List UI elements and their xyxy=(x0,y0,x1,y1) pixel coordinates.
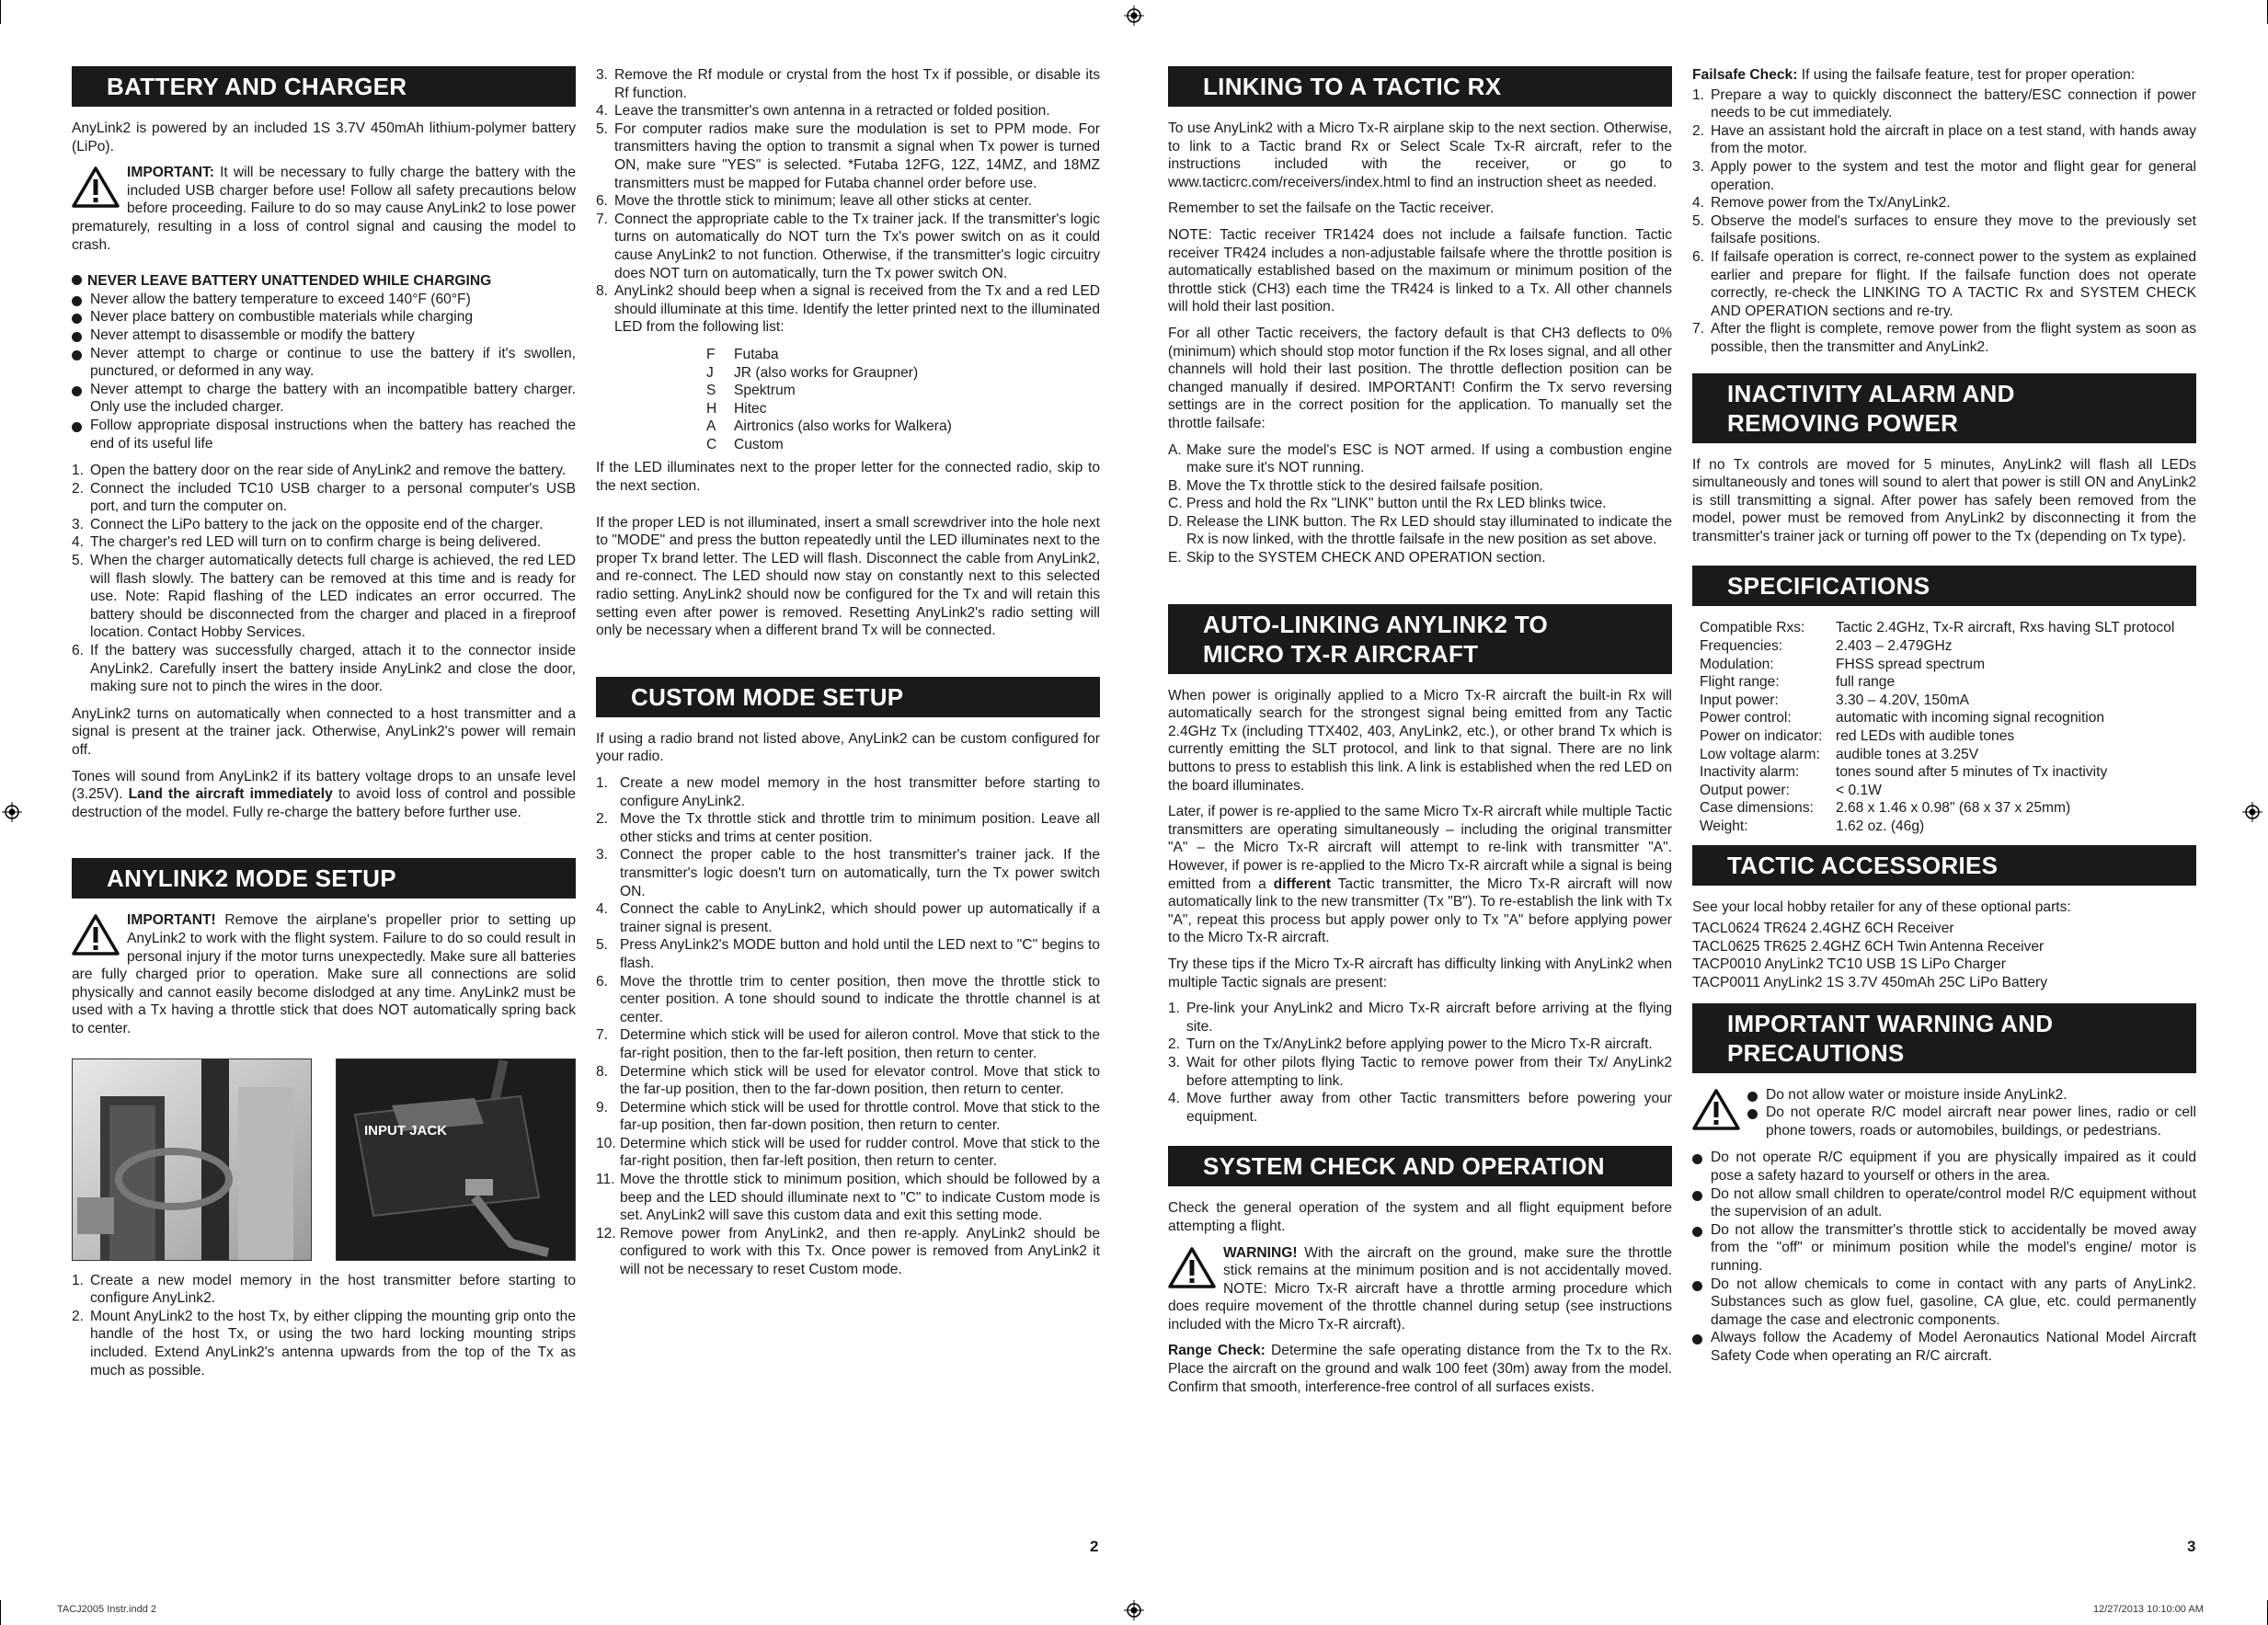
section-header-mode-setup: ANYLINK2 MODE SETUP xyxy=(72,858,576,898)
never-leave-text: NEVER LEAVE BATTERY UNATTENDED WHILE CHARGING xyxy=(87,273,492,290)
list-item: E. Skip to the SYSTEM CHECK AND OPERATION section. xyxy=(1168,550,1546,566)
turns-on-text: AnyLink2 turns on automatically when connected to a host transmitter and a signal is present at the trainer jack. Otherwise, AnyLink2's power will remain off. xyxy=(72,705,576,758)
system-check-intro: Check the general operation of the system and all flight equipment before attempting a flight. xyxy=(1168,1200,1672,1234)
led-not-text: If the proper LED is not illuminated, insert a small screwdriver into the hole next to "MODE" and press the button repeatedly until the LED illuminates next to the proper Tx brand letter. The LED will flash. Disconnect the cable from AnyLink2, and re-connect. The LED should now stay on constantly next to this selected radio setting. AnyLink2 should now be configured for the Tx and will retain this setting even after power is removed. Resetting AnyLink2's radio setting will only be necessary when a different brand Tx will be connected. xyxy=(596,514,1100,639)
charging-steps xyxy=(72,462,576,696)
list-item: 10. Determine which stick will be used for rudder control. Move that stick to the far-right position, then far-left position, then return to center. xyxy=(596,1135,1100,1170)
spec-key: Output power: xyxy=(1700,782,1790,798)
spec-value: audible tones at 3.25V xyxy=(1836,746,1979,762)
list-item: 3. Wait for other pilots flying Tactic to remove power from their Tx/ AnyLink2 before attempting to link. xyxy=(1168,1054,1672,1089)
link-paragraph: To use AnyLink2 with a Micro Tx-R airplane skip to the next section. Otherwise, to link to a Tactic brand Rx or Select Scale Tx-R aircraft, refer to the instructions included with the receiver, or go to www.tacticrc.com/receivers/index.html to find an instruction sheet as needed. xyxy=(1168,120,1672,190)
precautions-list-top xyxy=(1747,1086,2196,1140)
spec-key: Weight: xyxy=(1700,818,1748,834)
accessories-list xyxy=(1692,920,2196,991)
precautions-list xyxy=(1692,1149,2196,1365)
spec-key: Compatible Rxs: xyxy=(1700,620,1805,636)
mounting-photo xyxy=(72,1059,312,1261)
list-item: Never allow the battery temperature to exceed 140°F (60°F) xyxy=(72,291,576,309)
list-item: 8. Determine which stick will be used for elevator control. Move that stick to the far-up position, then to the far-down position, then return to center. xyxy=(596,1063,1100,1098)
brand-code-row: H Hitec xyxy=(706,400,767,417)
list-item: Never attempt to disassemble or modify the battery xyxy=(72,326,576,345)
list-item: 1. Pre-link your AnyLink2 and Micro Tx-R aircraft before arriving at the flying site. xyxy=(1168,1001,1672,1035)
tones-text: Tones will sound from AnyLink2 if its battery voltage drops to an unsafe level (3.25V). Land the aircraft immediately to avoid loss of control and possible destruction of the model. Fully re-charge the battery before further use. xyxy=(72,768,576,820)
list-item: 3. Apply power to the system and test the motor and flight gear for general operation. xyxy=(1692,158,2196,193)
list-item: Never attempt to charge the battery with an incompatible battery charger. Only use the included charger. xyxy=(72,381,576,417)
spec-key: Case dimensions: xyxy=(1700,800,1814,817)
precautions-block xyxy=(1692,1086,2196,1140)
list-item: Do not operate R/C equipment if you are physically impaired as it could pose a safety hazard to yourself or others in the area. xyxy=(1692,1149,2196,1184)
registration-mark-icon xyxy=(1124,6,1144,26)
list-item: 6. If the battery was successfully charged, attach it to the connector inside AnyLink2. Carefully insert the battery inside AnyLink2 and close the door, making sure not to pinch the wires in the door. xyxy=(72,643,576,695)
spec-value: 2.403 – 2.479GHz xyxy=(1836,638,1953,655)
failsafe-check-steps xyxy=(1692,86,2196,357)
header-line: REMOVING POWER xyxy=(1727,408,1959,437)
list-item: B. Move the Tx throttle stick to the desired failsafe position. xyxy=(1168,477,1544,494)
list-item: 1. Prepare a way to quickly disconnect the battery/ESC connection if power needs to be cut immediately. xyxy=(1692,86,2196,121)
list-item: Never place battery on combustible materials while charging xyxy=(72,308,576,326)
spec-key: Modulation: xyxy=(1700,656,1774,672)
footer-timestamp: 12/27/2013 10:10:00 AM xyxy=(2093,1604,2204,1615)
page-number-left: 2 xyxy=(1090,1538,1099,1555)
list-item: TACP0010 AnyLink2 TC10 USB 1S LiPo Charger xyxy=(1692,956,2006,973)
header-line: MICRO TX-R AIRCRAFT xyxy=(1203,639,1479,668)
section-header-system-check: SYSTEM CHECK AND OPERATION xyxy=(1168,1146,1672,1186)
registration-mark-icon xyxy=(1124,1600,1144,1620)
header-line: AUTO-LINKING ANYLINK2 TO xyxy=(1203,610,1549,638)
column-3 xyxy=(1168,66,1672,1404)
header-line: IMPORTANT WARNING AND xyxy=(1727,1009,2054,1037)
list-item: 2. Have an assistant hold the aircraft in place on a test stand, with hands away from the motor. xyxy=(1692,122,2196,157)
failsafe-steps xyxy=(1168,441,1672,567)
link-paragraph: NOTE: Tactic receiver TR1424 does not include a failsafe function. Tactic receiver TR424 includes a non-adjustable failsafe where the throttle position is automatically established based on the maximum or minimum position of the throttle stick (CH3) each time the TR424 is linked to a Tx. All other channels will hold their last position. xyxy=(1168,226,1672,315)
list-item: 6. Move the throttle stick to minimum; leave all other sticks at center. xyxy=(596,193,1033,210)
list-item: 7. After the flight is complete, remove power from the flight system as soon as possible, then the transmitter and AnyLink2. xyxy=(1692,321,2196,355)
auto-paragraph: Try these tips if the Micro Tx-R aircraft has difficulty linking with AnyLink2 when multiple Tactic signals are present: xyxy=(1168,956,1672,990)
warning-triangle-icon xyxy=(72,913,120,956)
crop-mark xyxy=(0,0,1,24)
spec-value: full range xyxy=(1836,674,1896,691)
list-item: TACL0625 TR625 2.4GHZ 6CH Twin Antenna Receiver xyxy=(1692,938,2045,955)
spec-value: 2.68 x 1.46 x 0.98" (68 x 37 x 25mm) xyxy=(1836,800,2071,817)
column-2 xyxy=(596,66,1100,1288)
accessories-intro: See your local hobby retailer for any of these optional parts: xyxy=(1692,898,2071,915)
spec-key: Flight range: xyxy=(1700,674,1780,691)
column-1 xyxy=(72,66,576,1389)
important-text: Remove the airplane's propeller prior to setting up AnyLink2 to work with the flight system. Failure to do so could result in personal injury if the motor turns unexpectedly. Make sure all batteries are fully charged prior to operation. Make sure all connections are solid physically and cannot easily become dislodged at any time. AnyLink2 must be used with a Tx having a throttle stick that does NOT automatically spring back to center. xyxy=(72,912,576,1036)
list-item: 3. Connect the proper cable to the host transmitter's trainer jack. If the transmitter's logic doesn't turn on automatically, turn the Tx power switch ON. xyxy=(596,847,1100,899)
spec-key: Inactivity alarm: xyxy=(1700,764,1800,781)
brand-code-row: C Custom xyxy=(706,436,784,452)
spec-value: red LEDs with audible tones xyxy=(1836,728,2015,745)
list-item: 5. For computer radios make sure the modulation is set to PPM mode. For transmitters having the option to transmit a signal when Tx power is turned ON, make sure "YES" is selected. *Futaba 12FG, 12Z, 14MZ, and 18MZ transmitters must be mapped for Futaba channel order before use. xyxy=(596,120,1100,191)
range-check: Range Check: Determine the safe operating distance from the Tx to the Rx. Place the aircraft on the ground and walk 100 feet (30m) away from the model. Confirm that smooth, interference-free control of all surfaces exists. xyxy=(1168,1343,1672,1395)
list-item: Do not allow small children to operate/control model R/C equipment without the supervision of an adult. xyxy=(1692,1185,2196,1221)
warning-triangle-icon xyxy=(1168,1246,1216,1288)
list-item: Follow appropriate disposal instructions when the battery has reached the end of its useful life xyxy=(72,417,576,452)
input-jack-label: INPUT JACK xyxy=(364,1122,448,1139)
list-item: 7. Determine which stick will be used for aileron control. Move that stick to the far-right position, then to the far-left position, then return to center. xyxy=(596,1027,1100,1061)
never-leave-heading xyxy=(72,272,576,291)
important-label: IMPORTANT! xyxy=(127,912,216,929)
list-item: 2. Move the Tx throttle stick and throttle trim to minimum position. Leave all other sticks and trims at center position. xyxy=(596,811,1100,845)
list-item: C. Press and hold the Rx "LINK" button until the Rx LED blinks twice. xyxy=(1168,496,1607,512)
list-item: 4. Leave the transmitter's own antenna in a retracted or folded position. xyxy=(596,103,1050,120)
list-item: 7. Connect the appropriate cable to the Tx trainer jack. If the transmitter's logic turns on automatically do NOT turn the Tx's power switch on as it could cause AnyLink2 to not function. Otherwise, if the transmitter's logic circuitry does NOT turn on automatically, turn the Tx power switch ON. xyxy=(596,211,1100,281)
led-proper-text: If the LED illuminates next to the proper letter for the connected radio, skip to the next section. xyxy=(596,460,1100,495)
list-item: Always follow the Academy of Model Aeronautics National Model Aircraft Safety Code when operating an R/C aircraft. xyxy=(1692,1329,2196,1365)
list-item: Do not operate R/C model aircraft near power lines, radio or cell phone towers, roads or automobiles, buildings, or pedestrians. xyxy=(1747,1104,2196,1139)
mode-setup-steps-continued xyxy=(596,66,1100,337)
linking-tips xyxy=(1168,1000,1672,1126)
spec-value: < 0.1W xyxy=(1836,782,1882,798)
custom-mode-steps xyxy=(596,774,1100,1279)
photo-row xyxy=(72,1059,576,1261)
list-item: 5. When the charger automatically detects full charge is achieved, the red LED will flash slowly. The battery can be removed at this time and is ready for use. Note: Rapid flashing of the LED indicates an error occurred. The battery should be disconnected from the charger and placed in a fireproof location. Contact Hobby Services. xyxy=(72,553,576,641)
list-item: 4. Connect the cable to AnyLink2, which should power up automatically if a trainer signal is present. xyxy=(596,901,1100,935)
footer-filename: TACJ2005 Instr.indd 2 xyxy=(57,1604,157,1615)
list-item: 5. Observe the model's surfaces to ensure they move to the previously set failsafe positions. xyxy=(1692,212,2196,247)
list-item: 4. Remove power from the Tx/AnyLink2. xyxy=(1692,195,1951,212)
brand-code-row: A Airtronics (also works for Walkera) xyxy=(706,418,952,435)
battery-safety-list xyxy=(72,291,576,452)
list-item: 3. Connect the LiPo battery to the jack on the opposite end of the charger. xyxy=(72,516,544,532)
list-item: A. Make sure the model's ESC is NOT armed. If using a combustion engine make sure it's NOT running. xyxy=(1168,441,1672,476)
column-4 xyxy=(1692,66,2196,1374)
list-item: 6. Move the throttle trim to center position, then move the throttle stick to center position. A tone should sound to indicate the throttle channel is at center. xyxy=(596,973,1100,1025)
important-text: It will be necessary to fully charge the battery with the included USB charger before use! Follow all safety precautions below before proceeding. Failure to do so may cause AnyLink2 to lose power prematurely, resulting in a loss of control signal and causing the model to crash. xyxy=(72,165,576,253)
radio-brand-codes xyxy=(706,346,1100,454)
list-item: 2. Connect the included TC10 USB charger to a personal computer's USB port, and turn the computer on. xyxy=(72,480,576,515)
section-header-inactivity xyxy=(1692,373,2196,443)
list-item: 9. Determine which stick will be used for throttle control. Move that stick to the far-up position, then far-down position, then return to center. xyxy=(596,1099,1100,1134)
list-item: 1. Open the battery door on the rear side of AnyLink2 and remove the battery. xyxy=(72,463,567,479)
failsafe-check-intro: Failsafe Check: If using the failsafe feature, test for proper operation: xyxy=(1692,67,2136,83)
header-line: INACTIVITY ALARM AND xyxy=(1727,379,2015,407)
list-item: 2. Mount AnyLink2 to the host Tx, by either clipping the mounting grip onto the handle of the host Tx, or using the two hard locking mounting strips included. Extend AnyLink2's antenna upwards from the top of the Tx as much as possible. xyxy=(72,1308,576,1379)
spec-value: FHSS spread spectrum xyxy=(1836,656,1986,672)
warning-text: With the aircraft on the ground, make sure the throttle stick remains at the minimum position and is not accidentally moved. NOTE: Micro Tx-R aircraft have a throttle arming procedure which does require movement of the throttle channel during setup (see instructions included with the Micro Tx-R aircraft). xyxy=(1168,1244,1672,1333)
spec-value: 3.30 – 4.20V, 150mA xyxy=(1836,692,1970,708)
spec-key: Power on indicator: xyxy=(1700,728,1823,745)
auto-paragraph: Later, if power is re-applied to the same Micro Tx-R aircraft while multiple Tactic transmitters are operating simultaneously – including the original transmitter "A" – the Micro Tx-R aircraft will attempt to re-link with transmitter "A". However, if power is re-applied to the Micro Tx-R aircraft while a signal is being emitted from a different Tactic transmitter, the Micro Tx-R aircraft will now automatically link to the new transmitter (Tx "B"). To re-establish the link with Tx "A", repeat this process but apply power only to Tx "A" before applying power to the Micro Tx-R aircraft. xyxy=(1168,804,1672,946)
link-paragraph: For all other Tactic receivers, the factory default is that CH3 deflects to 0% (minimum) which should stop motor function if the Rx loses signal, and all other channels will hold their last position. The throttle deflection position can be changed manually if desired. IMPORTANT! Confirm the Tx servo reversing settings are in the correct position for the application. To manually set the throttle failsafe: xyxy=(1168,325,1672,431)
spec-value: tones sound after 5 minutes of Tx inactivity xyxy=(1836,764,2108,781)
spec-key: Low voltage alarm: xyxy=(1700,746,1820,762)
list-item: 5. Press AnyLink2's MODE button and hold until the LED next to "C" begins to flash. xyxy=(596,937,1100,971)
section-header-battery: BATTERY AND CHARGER xyxy=(72,66,576,107)
spec-key: Power control: xyxy=(1700,710,1792,727)
mode-setup-steps xyxy=(72,1272,576,1380)
brand-code-row: J JR (also works for Graupner) xyxy=(706,364,919,381)
list-item: Do not allow water or moisture inside AnyLink2. xyxy=(1747,1086,2196,1104)
list-item: Do not allow chemicals to come in contact with any parts of AnyLink2. Substances such as glow fuel, gasoline, CA glue, etc. could permanently damage the case and electronic components. xyxy=(1692,1276,2196,1330)
brand-code-row: S Spektrum xyxy=(706,383,796,399)
spec-value: Tactic 2.4GHz, Tx-R aircraft, Rxs having SLT protocol xyxy=(1836,620,2175,636)
warning-label: WARNING! xyxy=(1223,1244,1298,1261)
link-paragraph: Remember to set the failsafe on the Tactic receiver. xyxy=(1168,200,1495,217)
list-item: 1. Create a new model memory in the host transmitter before starting to configure AnyLink2. xyxy=(596,775,1100,809)
registration-mark-icon xyxy=(2,802,22,822)
list-item: Do not allow the transmitter's throttle stick to accidentally be moved away from the "off" or minimum position while the model's engine/ motor is running. xyxy=(1692,1221,2196,1276)
header-line: PRECAUTIONS xyxy=(1727,1038,1905,1067)
bullet-dot xyxy=(72,275,82,285)
specifications-table xyxy=(1700,619,2196,835)
inactivity-text: If no Tx controls are moved for 5 minutes, AnyLink2 will flash all LEDs simultaneously and tones will sound to alert that power is still ON and AnyLink2 is still transmitting a signal. After power has safely been removed from the model, power must be removed from AnyLink2 by disconnecting it from the transmitter's trainer jack or turning off power to the Tx (depending on Tx type). xyxy=(1692,456,2196,544)
list-item: 6. If failsafe operation is correct, re-connect power to the system as explained earlier and prepare for flight. If the failsafe function does not operate correctly, re-check the LINKING TO A TACTIC Rx and SYSTEM CHECK AND OPERATION sections and re-try. xyxy=(1692,248,2196,319)
section-header-accessories: TACTIC ACCESSORIES xyxy=(1692,845,2196,886)
auto-paragraph: When power is originally applied to a Micro Tx-R aircraft the built-in Rx will automatically search for the strongest signal being emitted from any Tactic 2.4GHz Tx (including TTX402, 403, AnyLink2, etc.), or other brand Tx which is currently emitting the SLT protocol, and link to that signal. There are no link buttons to press to establish this link. A link is established when the red LED on the board illuminates. xyxy=(1168,687,1672,794)
warning-triangle-icon xyxy=(1692,1088,1740,1130)
section-header-specifications: SPECIFICATIONS xyxy=(1692,566,2196,606)
section-header-auto-linking xyxy=(1168,604,1672,674)
registration-mark-icon xyxy=(2242,802,2262,822)
list-item: 1. Create a new model memory in the host transmitter before starting to configure AnyLink2. xyxy=(72,1272,576,1307)
battery-intro: AnyLink2 is powered by an included 1S 3.7V 450mAh lithium-polymer battery (LiPo). xyxy=(72,120,576,154)
list-item: TACL0624 TR624 2.4GHZ 6CH Receiver xyxy=(1692,921,1954,937)
section-header-linking: LINKING TO A TACTIC RX xyxy=(1168,66,1672,107)
brand-code-row: F Futaba xyxy=(706,346,779,362)
important-label: IMPORTANT: xyxy=(127,165,214,181)
mode-important-notice xyxy=(72,911,576,1037)
warning-notice xyxy=(1168,1244,1672,1334)
section-header-warnings xyxy=(1692,1003,2196,1073)
input-jack-photo xyxy=(336,1059,576,1261)
spec-value: 1.62 oz. (46g) xyxy=(1836,818,1925,834)
list-item: Never attempt to charge or continue to use the battery if it's swollen, punctured, or deformed in any way. xyxy=(72,345,576,381)
list-item: 4. The charger's red LED will turn on to confirm charge is being delivered. xyxy=(72,534,542,551)
list-item: 2. Turn on the Tx/AnyLink2 before applying power to the Micro Tx-R aircraft. xyxy=(1168,1036,1653,1053)
page-number-right: 3 xyxy=(2187,1538,2196,1555)
spec-key: Frequencies: xyxy=(1700,638,1783,655)
important-notice xyxy=(72,164,576,254)
spec-value: automatic with incoming signal recognition xyxy=(1836,710,2105,727)
list-item: TACP0011 AnyLink2 1S 3.7V 450mAh 25C LiPo Battery xyxy=(1692,974,2048,990)
list-item: 3. Remove the Rf module or crystal from the host Tx if possible, or disable its Rf function. xyxy=(596,67,1100,101)
custom-intro: If using a radio brand not listed above, AnyLink2 can be custom configured for your radio. xyxy=(596,730,1100,765)
list-item: 11. Move the throttle stick to minimum position, which should be followed by a beep and the LED should illuminate next to "C" to indicate Custom mode is set. AnyLink2 will save this custom data and exit this setting mode. xyxy=(596,1172,1100,1224)
warning-triangle-icon xyxy=(72,166,120,208)
list-item: D. Release the LINK button. The Rx LED should stay illuminated to indicate the Rx is now linked, with the throttle failsafe in the new position as set above. xyxy=(1168,513,1672,548)
spec-key: Input power: xyxy=(1700,692,1779,708)
list-item: 4. Move further away from other Tactic transmitters before powering your equipment. xyxy=(1168,1091,1672,1125)
crop-mark xyxy=(0,1600,1,1625)
list-item: 12. Remove power from AnyLink2, and then re-apply. AnyLink2 should be configured to work with this Tx. Once power is removed from AnyLink2 it will not be necessary to reset Custom mode. xyxy=(596,1225,1100,1278)
list-item: 8. AnyLink2 should beep when a signal is received from the Tx and a red LED should illuminate at this time. Identify the letter printed next to the illuminated LED from the following list: xyxy=(596,283,1100,336)
section-header-custom-mode: CUSTOM MODE SETUP xyxy=(596,677,1100,717)
